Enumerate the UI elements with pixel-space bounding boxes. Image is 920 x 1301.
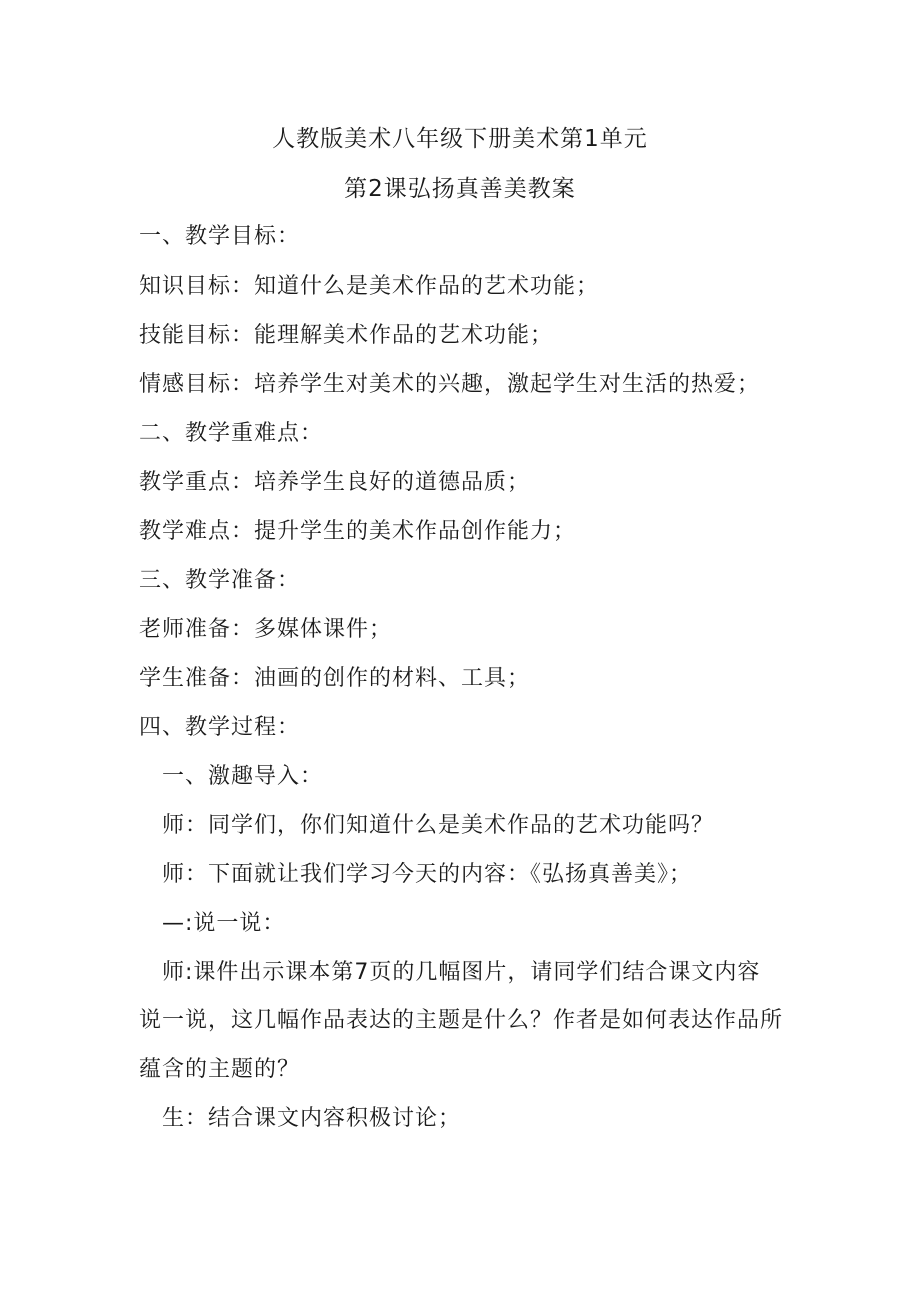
teacher-preparation: 老师准备：多媒体课件；	[139, 617, 393, 642]
student-preparation: 学生准备：油画的创作的材料、工具；	[139, 666, 531, 691]
process-student-response: 生：结合课文内容积极讨论；	[162, 1106, 462, 1131]
process-intro-heading: 一、激趣导入：	[162, 764, 324, 789]
process-intro-line-1: 师：同学们，你们知道什么是美术作品的艺术功能吗？	[162, 813, 715, 838]
key-point: 教学重点：培养学生良好的道德品质；	[139, 470, 531, 495]
document-title-line-2: 第2课弘扬真善美教案	[344, 176, 576, 202]
section-heading-goals: 一、教学目标：	[139, 224, 301, 249]
process-intro-line-2: 师：下面就让我们学习今天的内容：《弘扬真善美》；	[162, 862, 693, 887]
document-title-line-1: 人教版美术八年级下册美术第1单元	[272, 126, 648, 152]
process-say-line-3: 蕴含的主题的？	[139, 1057, 301, 1082]
goal-skill: 技能目标：能理解美术作品的艺术功能；	[139, 323, 554, 348]
goal-emotion: 情感目标：培养学生对美术的兴趣，激起学生对生活的热爱；	[139, 372, 761, 397]
section-heading-process: 四、教学过程：	[139, 715, 301, 740]
section-heading-preparation: 三、教学准备：	[139, 568, 301, 593]
goal-knowledge: 知识目标：知道什么是美术作品的艺术功能；	[139, 274, 600, 299]
process-say-heading: —:说一说：	[162, 911, 286, 936]
section-heading-key-points: 二、教学重难点：	[139, 421, 324, 446]
process-say-line-2: 说一说，这几幅作品表达的主题是什么？作者是如何表达作品所	[139, 1008, 784, 1033]
difficult-point: 教学难点：提升学生的美术作品创作能力；	[139, 519, 577, 544]
process-say-line-1: 师:课件出示课本第7页的几幅图片，请同学们结合课文内容	[162, 960, 761, 985]
